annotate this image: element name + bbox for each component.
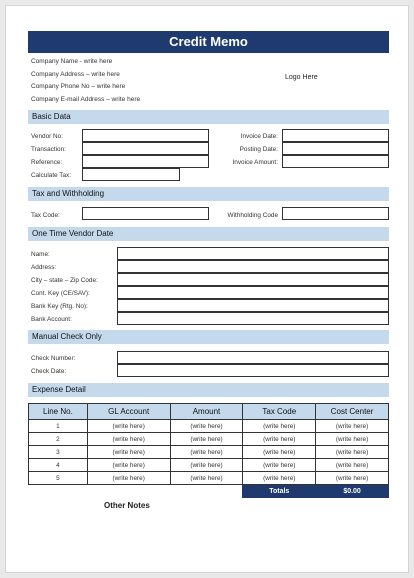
company-email: Company E-mail Address – write here	[31, 95, 141, 103]
check-date-label: Check Date:	[31, 368, 67, 375]
tax-code-cell[interactable]: (write here)	[243, 420, 316, 433]
company-phone: Company Phone No – write here	[31, 83, 126, 91]
cont-key-label: Cont. Key (CE/SAV):	[31, 290, 90, 297]
section-expense-detail: Expense Detail	[28, 383, 389, 397]
bank-key-field[interactable]	[117, 299, 389, 312]
col-gl-account: GL Account	[87, 404, 170, 420]
withholding-code-label: Withholding Code	[227, 212, 278, 219]
gl-account-cell[interactable]: (write here)	[87, 472, 170, 485]
totals-label: Totals	[243, 485, 316, 498]
cost-center-cell[interactable]: (write here)	[316, 433, 389, 446]
transaction-label: Transaction:	[31, 146, 66, 153]
tax-code-cell[interactable]: (write here)	[243, 472, 316, 485]
table-row	[29, 446, 389, 459]
cont-key-field[interactable]	[117, 286, 389, 299]
amount-cell[interactable]: (write here)	[170, 459, 243, 472]
totals-row	[29, 485, 389, 498]
vendor-address-field[interactable]	[117, 260, 389, 273]
expense-header-row	[29, 404, 389, 420]
amount-cell[interactable]: (write here)	[170, 472, 243, 485]
withholding-code-field[interactable]	[282, 207, 389, 220]
totals-value: $0.00	[316, 485, 389, 498]
posting-date-field[interactable]	[282, 142, 389, 155]
line-no-cell: 5	[29, 472, 88, 485]
bank-account-field[interactable]	[117, 312, 389, 325]
cost-center-cell[interactable]: (write here)	[316, 420, 389, 433]
vendor-city-field[interactable]	[117, 273, 389, 286]
reference-field[interactable]	[82, 155, 209, 168]
col-amount: Amount	[170, 404, 243, 420]
invoice-date-field[interactable]	[282, 129, 389, 142]
check-number-label: Check Number:	[31, 355, 76, 362]
tax-code-field[interactable]	[82, 207, 209, 220]
posting-date-label: Posting Date:	[239, 146, 278, 153]
credit-memo-page	[5, 5, 409, 573]
gl-account-cell[interactable]: (write here)	[87, 459, 170, 472]
line-no-cell: 1	[29, 420, 88, 433]
amount-cell[interactable]: (write here)	[170, 420, 243, 433]
totals-spacer	[170, 485, 243, 498]
cost-center-cell[interactable]: (write here)	[316, 472, 389, 485]
check-date-field[interactable]	[117, 364, 389, 377]
vendor-no-label: Vendor No:	[31, 133, 63, 140]
cost-center-cell[interactable]: (write here)	[316, 459, 389, 472]
totals-spacer	[87, 485, 170, 498]
invoice-amount-field[interactable]	[282, 155, 389, 168]
table-row	[29, 420, 389, 433]
totals-spacer	[29, 485, 88, 498]
vendor-name-label: Name:	[31, 251, 50, 258]
company-name: Company Name - write here	[31, 58, 113, 65]
line-no-cell: 3	[29, 446, 88, 459]
calculate-tax-label: Calculate Tax:	[31, 172, 72, 179]
tax-code-cell[interactable]: (write here)	[243, 433, 316, 446]
tax-code-cell[interactable]: (write here)	[243, 446, 316, 459]
table-row	[29, 472, 389, 485]
check-number-field[interactable]	[117, 351, 389, 364]
tax-code-cell[interactable]: (write here)	[243, 459, 316, 472]
transaction-field[interactable]	[82, 142, 209, 155]
vendor-no-field[interactable]	[82, 129, 209, 142]
amount-cell[interactable]: (write here)	[170, 433, 243, 446]
invoice-date-label: Invoice Date:	[240, 133, 278, 140]
tax-code-label: Tax Code:	[31, 212, 60, 219]
bank-account-label: Bank Account:	[31, 316, 72, 323]
company-address: Company Address – write here	[31, 70, 120, 78]
section-one-time-vendor: One Time Vendor Date	[28, 227, 389, 241]
reference-label: Reference:	[31, 159, 63, 166]
line-no-cell: 2	[29, 433, 88, 446]
section-basic-data: Basic Data	[28, 110, 389, 124]
gl-account-cell[interactable]: (write here)	[87, 433, 170, 446]
logo-placeholder: Logo Here	[285, 74, 318, 81]
company-info	[31, 56, 140, 106]
col-tax-code: Tax Code	[243, 404, 316, 420]
other-notes-heading: Other Notes	[104, 501, 150, 510]
gl-account-cell[interactable]: (write here)	[87, 420, 170, 433]
invoice-amount-label: Invoice Amount:	[232, 159, 278, 166]
section-tax-withholding: Tax and Withholding	[28, 187, 389, 201]
vendor-address-label: Address:	[31, 264, 57, 271]
table-row	[29, 459, 389, 472]
document-title: Credit Memo	[28, 31, 389, 53]
line-no-cell: 4	[29, 459, 88, 472]
cost-center-cell[interactable]: (write here)	[316, 446, 389, 459]
table-row	[29, 433, 389, 446]
col-cost-center: Cost Center	[316, 404, 389, 420]
section-manual-check: Manual Check Only	[28, 330, 389, 344]
bank-key-label: Bank Key (Rtg. No):	[31, 303, 88, 310]
gl-account-cell[interactable]: (write here)	[87, 446, 170, 459]
vendor-name-field[interactable]	[117, 247, 389, 260]
expense-table	[28, 403, 389, 498]
calculate-tax-field[interactable]	[82, 168, 180, 181]
vendor-city-label: City – state – Zip Code:	[31, 277, 98, 284]
amount-cell[interactable]: (write here)	[170, 446, 243, 459]
col-line-no: Line No.	[29, 404, 88, 420]
